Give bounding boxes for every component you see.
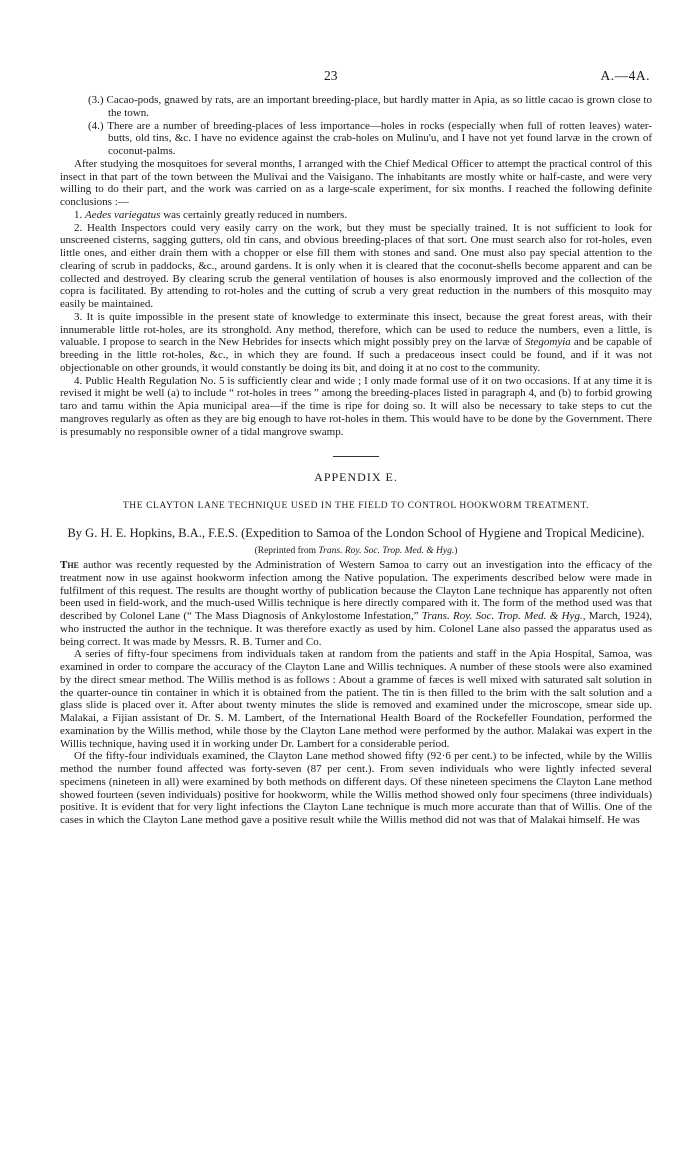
conclusion-text: 3. It is quite impossible in the present state of knowledge to exterminate this insect, because the great forest areas, with their innumerable little rot-holes, are its stronghold. Any method, therefore, which can be used to reduce the numbers, even a little, is valuable. I propose to search in the New Hebrides for insects which might possibly prey on the larvæ of — [60, 310, 652, 349]
conclusion-text: and be capable of breeding in the little rot-holes, &c., in which they are found. If such a predaceous insect could be found, and if it was not objectionable on other grounds, it would constantly be doing its bit, and doing it at no cost to the community. — [60, 336, 652, 374]
appendix-title: APPENDIX E. — [314, 470, 398, 485]
species-name: Aedes variegatus — [85, 208, 161, 221]
page-header — [0, 68, 700, 84]
appendix-paragraph-2: A series of fifty-four specimens from individuals taken at random from the patients and staff in the Apia Hospital, Samoa, was examined in order to compare the accuracy of the Clayton Lane and Willis techniques. A number of these stools were also examined by the direct smear method. The Willis method is as follows : About a gramme of fæces is well mixed with saturated salt solution in the quarter-ounce tin container in which it is obtained from the patient. The tin is then filled to the brim with the salt solution and a glass slide is placed over it. After about twenty minutes the slide is removed and examined under the microscope, smear side up. Malakai, a Fijian assistant of Dr. S. M. Lambert, of the International Health Board of the Rockefeller Foundation, performed the examination by the Willis method, while those by the Clayton Lane method were performed by the author. Malakai was expert in the Willis technique, having used it in working under Dr. Lambert for a considerable period. — [60, 648, 652, 750]
conclusion-2: 2. Health Inspectors could very easily carry on the work, but they must be specially trained. It is not sufficient to look for unscreened cisterns, sagging gutters, old tin cans, and obvious breeding-places of that sort. One must search also for rot-holes, even little ones, and either drain them with a chopper or else fill them with stones and sand. One must also pay special attention to the clearing of scrub in paddocks, &c., around gardens. It is only when it is cleared that the coconut-shells become apparent and can be collected and destroyed. By clearing scrub the general ventilation of houses is also enormously improved and the collection of the copra is facilitated. By attending to rot-holes and the cutting of scrub a very great reduction in the numbers of this mosquito may easily be maintained. — [60, 221, 652, 310]
appendix-paragraph-3: Of the fifty-four individuals examined, the Clayton Lane method showed fifty (92·6 per cent.) to be infected, while by the Willis method the number found affected was forty-seven (87 per cent.). From seven individuals who were lightly infected several specimens (nineteen in all) were examined by both methods on different days. Of these nineteen specimens the Clayton Lane method showed fourteen (seven individuals) positive for hookworm, while the Willis method showed only four specimens (three individuals) positive. It is evident that for very light infections the Clayton Lane technique is much more accurate than that of Willis. One of the cases in which the Clayton Lane method gave a positive result while the Willis method did not was that of Malakai himself. He was — [60, 750, 652, 826]
conclusion-text: was certainly greatly reduced in numbers. — [160, 208, 348, 221]
lead-word: The — [60, 559, 79, 571]
journal-name: Trans. Roy. Soc. Trop. Med. & Hyg. — [421, 610, 583, 622]
reprint-note — [60, 545, 652, 558]
paragraph-text: author was recently requested by the Administration of Western Samoa to carry out an investigation into the efficacy of the treatment now in use against hookworm infection among the Native population. The experiments described below were made in fulfilment of this request. The results are thought worthy of publication because the Clayton Lane technique has apparently not often been used in field-work, and the much-used Willis technique is here directly compared with it. The form of the method used was that described by Colonel Lane (“ The Mass Diagnosis of Ankylostome Infestation,” — [60, 559, 652, 622]
genus-name: Stegomyia — [524, 336, 571, 349]
paragraph: After studying the mosquitoes for several months, I arranged with the Chief Medical Officer to attempt the practical control of this insect in that part of the town between the Mulivai and the Vaisigano. The inhabitants are mostly white or half-caste, and were very willing to do their part, and the work was carried on as a large-scale experiment, for six months. I reached the following definite conclusions :— — [60, 157, 652, 208]
reprint-source: Trans. Roy. Soc. Trop. Med. & Hyg. — [318, 546, 455, 557]
reprint-prefix: (Reprinted from — [254, 546, 319, 557]
page-number: 23 — [324, 68, 338, 83]
reprint-suffix: ) — [454, 546, 458, 557]
conclusion-3 — [60, 311, 652, 375]
paragraph-text: , March, 1924), who instructed the author in the technique. It was therefore exactly as used by him. Colonel Lane also passed the apparatus used as being correct. It was made by Messrs. R. B. Turner and Co. — [60, 610, 653, 648]
list-item: (3.) Cacao-pods, gnawed by rats, are an important breeding-place, but hardly matter in Apia, as so little cacao is grown close to the town. — [88, 94, 652, 119]
conclusion-4: 4. Public Health Regulation No. 5 is sufficiently clear and wide ; I only made formal use of it on two occasions. If at any time it is revised it might be well (a) to include “ rot-holes in trees ” among the breeding-places listed in paragraph 4, and (b) to forbid growing taro and tamu within the Apia municipal area—if the time is ripe for doing so. It will also be necessary to take steps to cut the mangroves regularly as often as they are big enough to have rot-holes in them. This would have to be done by the Government. There is presumably no responsible owner of a tidal mangrove swamp. — [60, 374, 652, 438]
appendix-subtitle: THE CLAYTON LANE TECHNIQUE USED IN THE FIELD TO CONTROL HOOKWORM TREATMENT. — [122, 501, 590, 511]
conclusion-1 — [60, 209, 652, 222]
page-body — [60, 94, 652, 827]
appendix-paragraph-1 — [60, 559, 652, 648]
list-item: (4.) There are a number of breeding-places of less importance—holes in rocks (especially when full of rotten leaves) water-butts, old tins, &c. I have no evidence against the crab-holes on Mulinu'u, and I have not yet found larvæ in the crown of coconut-palms. — [88, 119, 652, 157]
conclusion-number: 1. — [74, 208, 85, 221]
author-byline: By G. H. E. Hopkins, B.A., F.E.S. (Expedition to Samoa of the London School of Hygiene and Tropical Medicine). — [67, 525, 645, 540]
section-divider — [333, 456, 379, 457]
document-reference: A.—4A. — [600, 68, 650, 83]
